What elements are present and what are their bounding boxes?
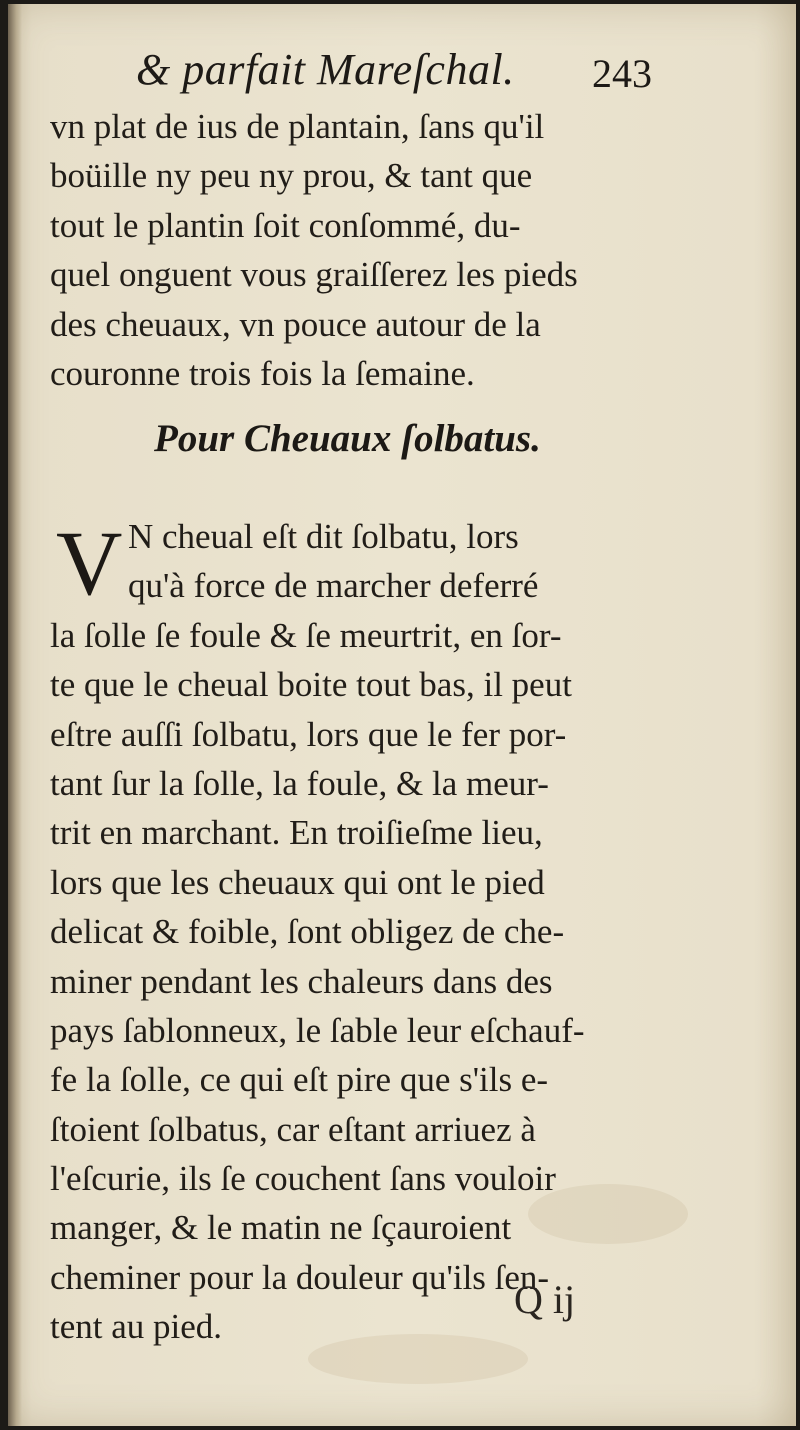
section-heading: Pour Cheuaux ſolbatus.: [154, 417, 541, 460]
text-line: delicat & foible, ſont obligez de che-: [50, 912, 565, 952]
drop-cap-initial: V: [56, 512, 123, 614]
section-paragraph: [50, 512, 700, 1352]
text-line: N cheual eſt dit ſolbatu, lors: [128, 517, 519, 556]
text-line: trit en marchant. En troiſieſme lieu,: [50, 813, 543, 853]
text-line: ſtoient ſolbatus, car eſtant arriuez à: [50, 1109, 536, 1149]
text-line: pays ſablonneux, le ſable leur eſchauf-: [50, 1010, 585, 1050]
book-page: [8, 4, 796, 1426]
text-line: la ſolle ſe foule & ſe meurtrit, en ſor-: [50, 615, 562, 655]
signature-mark: Q ij: [514, 1277, 576, 1322]
top-paragraph: [50, 102, 700, 398]
page-number: 243: [592, 51, 652, 96]
text-line: couronne trois fois la ſemaine.: [50, 353, 475, 393]
page-gutter: [8, 4, 22, 1426]
page-header: [8, 44, 796, 104]
text-line: boüille ny peu ny prou, & tant que: [50, 156, 533, 196]
text-line: tout le plantin ſoit conſommé, du-: [50, 205, 521, 245]
text-line: cheminer pour la douleur qu'ils ſen-: [50, 1257, 550, 1297]
text-line: miner pendant les chaleurs dans des: [50, 961, 553, 1001]
text-line: des cheuaux, vn pouce autour de la: [50, 304, 541, 344]
text-line: te que le cheual boite tout bas, il peut: [50, 665, 572, 705]
running-title: & parfait Mareſchal.: [136, 45, 515, 94]
text-line: tent au pied.: [50, 1307, 223, 1347]
text-line: vn plat de ius de plantain, ſans qu'il: [50, 107, 545, 146]
text-line: lors que les cheuaux qui ont le pied: [50, 862, 545, 902]
text-line: eſtre auſſi ſolbatu, lors que le fer por-: [50, 714, 567, 754]
text-line: quel onguent vous graiſſerez les pieds: [50, 255, 578, 295]
text-line: qu'à force de marcher deferré: [128, 566, 539, 606]
text-line: fe la ſolle, ce qui eſt pire que s'ils e-: [50, 1060, 549, 1100]
text-line: manger, & le matin ne ſçauroient: [50, 1208, 512, 1248]
text-line: tant ſur la ſolle, la foule, & la meur-: [50, 763, 549, 803]
text-line: l'eſcurie, ils ſe couchent ſans vouloir: [50, 1159, 556, 1199]
